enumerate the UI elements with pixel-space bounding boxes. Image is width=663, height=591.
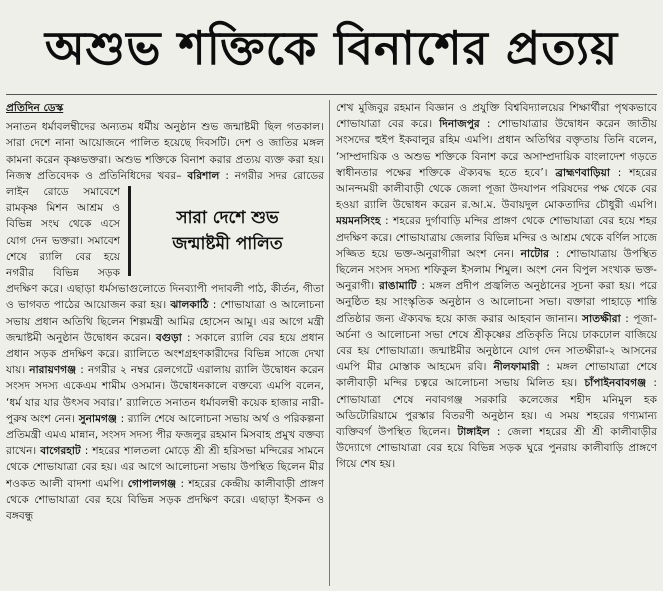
pull-quote — [128, 186, 324, 276]
paragraph-text: শেখ মুজিবুর রহমান বিজ্ঞান ও প্রযুক্তি বিশ্ববিদ্যালয়ের শিক্ষার্থীরা পৃথকভাবে শোভাযাত্রা বের করে। — [336, 102, 657, 131]
pull-quote-line-1: সারা দেশে শুভ — [176, 208, 279, 229]
location-label: গোপালগঞ্জ — [127, 477, 177, 490]
paragraph-text: : জেলা শহরের শ্রী শ্রী কালীবাড়ীর উদ্যোগে শোভাযাত্রা বের হয়ে বিভিন্ন সড়ক ঘুরে পুনরায় কালীবাড়ি প্রাঙ্গণে গিয়ে শেষ হয়। — [336, 426, 657, 471]
article-body-left — [6, 119, 324, 524]
column-divider — [329, 100, 330, 586]
location-label: টাঙ্গাইল — [457, 426, 490, 439]
article-body-right — [336, 100, 657, 473]
location-label: বরিশাল — [187, 169, 220, 182]
location-label: সাতক্ষীরা — [582, 312, 621, 325]
paragraph-text: : শোভাযাত্রার উদ্বোধন করেন জাতীয় সংসদের হুইপ ইকবালুর রহিম এমপি। প্রধান অতিথির বক্তৃতায় তিনি বলেন, ‘সাম্প্রদায়িক ও অশুভ শক্তিকে বিনাশ করে অসাম্প্রদায়িক বাংলাদেশ গড়তে স্বাধীনতার পক্ষের শক্তিকে ঐক্যবদ্ধ হতে হবে’। — [336, 118, 657, 179]
headline: অশুভ শক্তিকে বিনাশের প্রত্যয় — [44, 21, 619, 75]
paragraph-text: সনাতন ধর্মাবলম্বীদের অন্যতম ধর্মীয় অনুষ্ঠান শুভ জন্মাষ্টমী ছিল গতকাল। সারা দেশে নানা আয়োজনে পালিত হয়েছে দিবসটি। দেশ ও জাতির মঙ্গল কামনা করেন কৃষ্ণভক্তরা। অশুভ শক্তিকে বিনাশ করার প্রত্যয় ব্যক্ত করা হয়। নিজস্ব প্রতিবেদক ও প্রতিনিধিদের খবর– — [6, 121, 324, 182]
paragraph-text: : র‍্যালি শেষে আলোচনা সভায় অর্থ ও পরিকল্পনা প্রতিমন্ত্রী এমএ মান্নান, সংসদ সদস্য পীর ফজলুর রহমান মিসবাহ প্রমুখ বক্তব্য রাখেন। — [6, 412, 324, 458]
location-label: রাঙামাটি — [379, 280, 417, 293]
left-column — [6, 100, 324, 588]
location-label: চাঁপাইনবাবগঞ্জ — [584, 377, 647, 390]
paragraph-text: : মঙ্গল প্রদীপ প্রজ্বলিত অনুষ্ঠানের সূচনা করা হয়। পরে অনুষ্ঠিত হয় সাংস্কৃতিক অনুষ্ঠান ও আলোচনা সভা। বক্তারা পাহাড়ে শান্তি প্রতিষ্ঠার জন্য ঐক্যবদ্ধ হয়ে কাজ করার আহবান জানান। — [336, 280, 657, 325]
right-column — [336, 100, 657, 588]
location-label: নীলফামারী — [493, 361, 540, 374]
pull-quote-line-2: জন্মাষ্টমী পালিত — [172, 234, 283, 255]
byline: প্রতিদিন ডেস্ক — [6, 102, 64, 114]
paragraph-text: : নগরীর ২ নম্বর রেলগেটে এরালায় র‍্যালি উদ্বোধন করেন সংসদ সদস্য একেএম শামীম ওসমান। উদ্বোধনকালে বক্তব্যে এমপি বলেন, ‘ধর্ম যার যার উৎসব সবার।’ র‍্যালিতে সনাতন ধর্মাবলম্বী কয়েক হাজার নারী-পুরুষ অংশ নেন। — [6, 364, 324, 425]
location-label: ময়মনসিংহ — [336, 215, 381, 228]
paragraph-text: : শোভাযাত্রা শেষে নবাবগঞ্জ সরকারি কলেজের শহীদ মনিমুল হক অডিটোরিয়ামে পুরস্কার বিতরণী অনুষ্ঠান হয়। এ সময় শহরের গণ্যমান্য ব্যক্তিবর্গ উপস্থিত ছিলেন। — [336, 377, 657, 439]
paragraph-text: : শহরের দুর্গাবাড়ি মন্দির প্রাঙ্গণ থেকে শোভাযাত্রা বের হয়ে শহর প্রদক্ষিণ করে। শোভাযাত্রায় জেলার বিভিন্ন মন্দির ও আশ্রম থেকে বর্ণিল সাজে সজ্জিত হয়ে ভক্ত-অনুরাগীরা অংশ নেন। — [336, 215, 657, 260]
paragraph-text: : শহরের কেন্দ্রীয় কালীবাড়ী প্রাঙ্গণ থেকে শোভাযাত্রা বের হয়ে বিভিন্ন সড়ক প্রদক্ষিণ করে। এছাড়া ইসকন ও বঙ্গবন্ধু — [6, 477, 324, 523]
location-label: সুনামগঞ্জ — [78, 412, 117, 425]
headline-rule — [6, 94, 657, 95]
paragraph-text: : পূজা-অর্চনা ও আলোচনা সভা শেষে শ্রীকৃষ্ণের প্রতিকৃতি নিয়ে ঢাকঢোল বাজিয়ে বের হয় শোভাযাত্রা। জন্মাষ্টমীর অনুষ্ঠানে যোগ দেন সাতক্ষীরা-২ আসনের এমপি মীর মোস্তাক আহমেদ রবি। — [336, 312, 657, 374]
paragraph-text: : মঙ্গল শোভাযাত্রা শেষে কালীবাড়ী মন্দির চত্বরে আলোচনা সভায় মিলিত হয়। — [336, 361, 657, 390]
location-label: বাগেরহাট — [40, 445, 81, 458]
paragraph-text: : সকালে র‍্যালি বের হয়ে প্রধান প্রধান সড়ক প্রদক্ষিণ করে। র‍্যালিতে অংশগ্রহণকারীদের বিভিন্ন সাজে দেখা যায়। — [6, 331, 324, 377]
paragraph-text: : শোভাযাত্রায় উপস্থিত ছিলেন সংসদ সদস্য শফিকুল ইসলাম শিমুল। অংশ নেন বিপুল সংখ্যক ভক্ত-অনুরাগী। — [336, 247, 657, 293]
paragraph-text: : শহরের শালতলা মোড়ে শ্রী শ্রী হরিসভা মন্দিরের সামনে থেকে শোভাযাত্রা বের হয়। এর আগে আলোচনা সভায় উপস্থিত ছিলেন মীর শওকত আলী বাদশা এমপি। — [6, 445, 324, 490]
location-label: বগুড়া — [155, 331, 182, 344]
location-label: দিনাজপুর — [439, 118, 480, 131]
location-label: নাটোর — [520, 247, 549, 260]
paragraph-text: : শহরের আনন্দময়ী কালীবাড়ী থেকে জেলা পূজা উদযাপন পরিষদের পক্ষ থেকে বের হওয়া র‍্যালি উদ্বোধন করেন র.আ.ম. উবায়দুল মোকতাদির চৌধুরী এমপি। — [336, 166, 657, 212]
location-label: ব্রাহ্মণবাড়িয়া — [555, 166, 610, 179]
paragraph-text: : শোভাযাত্রা ও আলোচনা সভায় প্রধান অতিথি ছিলেন শিল্পমন্ত্রী আমির হোসেন আমু। এর আগে মন্ত্রী জন্মাষ্টমী অনুষ্ঠান উদ্বোধন করেন। — [6, 299, 324, 344]
location-label: ঝালকাঠি — [170, 299, 209, 312]
paragraph-text: : নগরীর সদর রোডের লাইন রোডে সমাবেশে রামকৃষ্ণ মিশন আশ্রম ও বিভিন্ন সংঘ থেকে এসে যোগ দেন ভক্তরা। সমাবেশ শেষে র‍্যালি বের হয়ে নগরীর বিভিন্ন সড়ক প্রদক্ষিণ করে। এছাড়া ধর্মসভাগুলোতে দিনব্যাপী পদাবলী পাঠ, কীর্তন, গীতা ও ভাগবত পাঠের আয়োজন করা হয়। — [6, 169, 324, 312]
location-label: নারায়ণগঞ্জ — [29, 364, 77, 377]
